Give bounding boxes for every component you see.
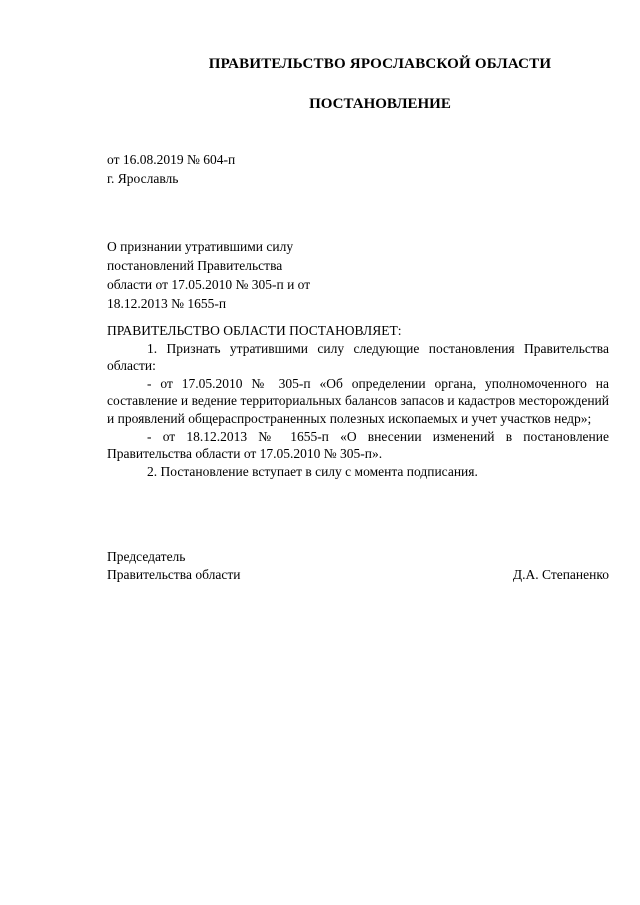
document-type: ПОСТАНОВЛЕНИЕ	[309, 96, 451, 112]
signature-block	[107, 548, 609, 584]
signature-row	[107, 566, 609, 584]
subject-line: 18.12.2013 № 1655-п	[107, 296, 227, 311]
paragraph-1-item-1: - от 17.05.2010 № 305-п «Об определении органа, уполномоченного на составление и ведение территориальных балансов запасов и кадастров месторождений и проявлений общераспространенных полезных ископаемых и учет участков недр»;	[107, 375, 609, 426]
paragraph-2: 2. Постановление вступает в силу с момента подписания.	[147, 463, 478, 479]
signature-position-line2: Правительства области	[107, 567, 241, 582]
subject-line: постановлений Правительства	[107, 258, 283, 273]
government-title: ПРАВИТЕЛЬСТВО ЯРОСЛАВСКОЙ ОБЛАСТИ	[208, 56, 552, 72]
subject-line: области от 17.05.2010 № 305-п и от	[107, 277, 311, 292]
signatory-name: Д.А. Степаненко	[512, 567, 609, 582]
signature-position-line1: Председатель	[107, 549, 186, 564]
date-number: от 16.08.2019 № 604-п	[107, 152, 236, 167]
decree-heading: ПРАВИТЕЛЬСТВО ОБЛАСТИ ПОСТАНОВЛЯЕТ:	[107, 323, 402, 338]
document-meta	[107, 150, 235, 188]
city: г. Ярославль	[107, 171, 179, 186]
document-body	[107, 322, 609, 480]
document-subject	[107, 237, 367, 313]
paragraph-1-item-2: - от 18.12.2013 № 1655-п «О внесении изменений в постановление Правительства области от 17.05.2010 № 305-п».	[107, 428, 609, 462]
subject-line: О признании утратившими силу	[107, 239, 294, 254]
paragraph-1: 1. Признать утратившими силу следующие постановления Правительства области:	[107, 340, 609, 374]
